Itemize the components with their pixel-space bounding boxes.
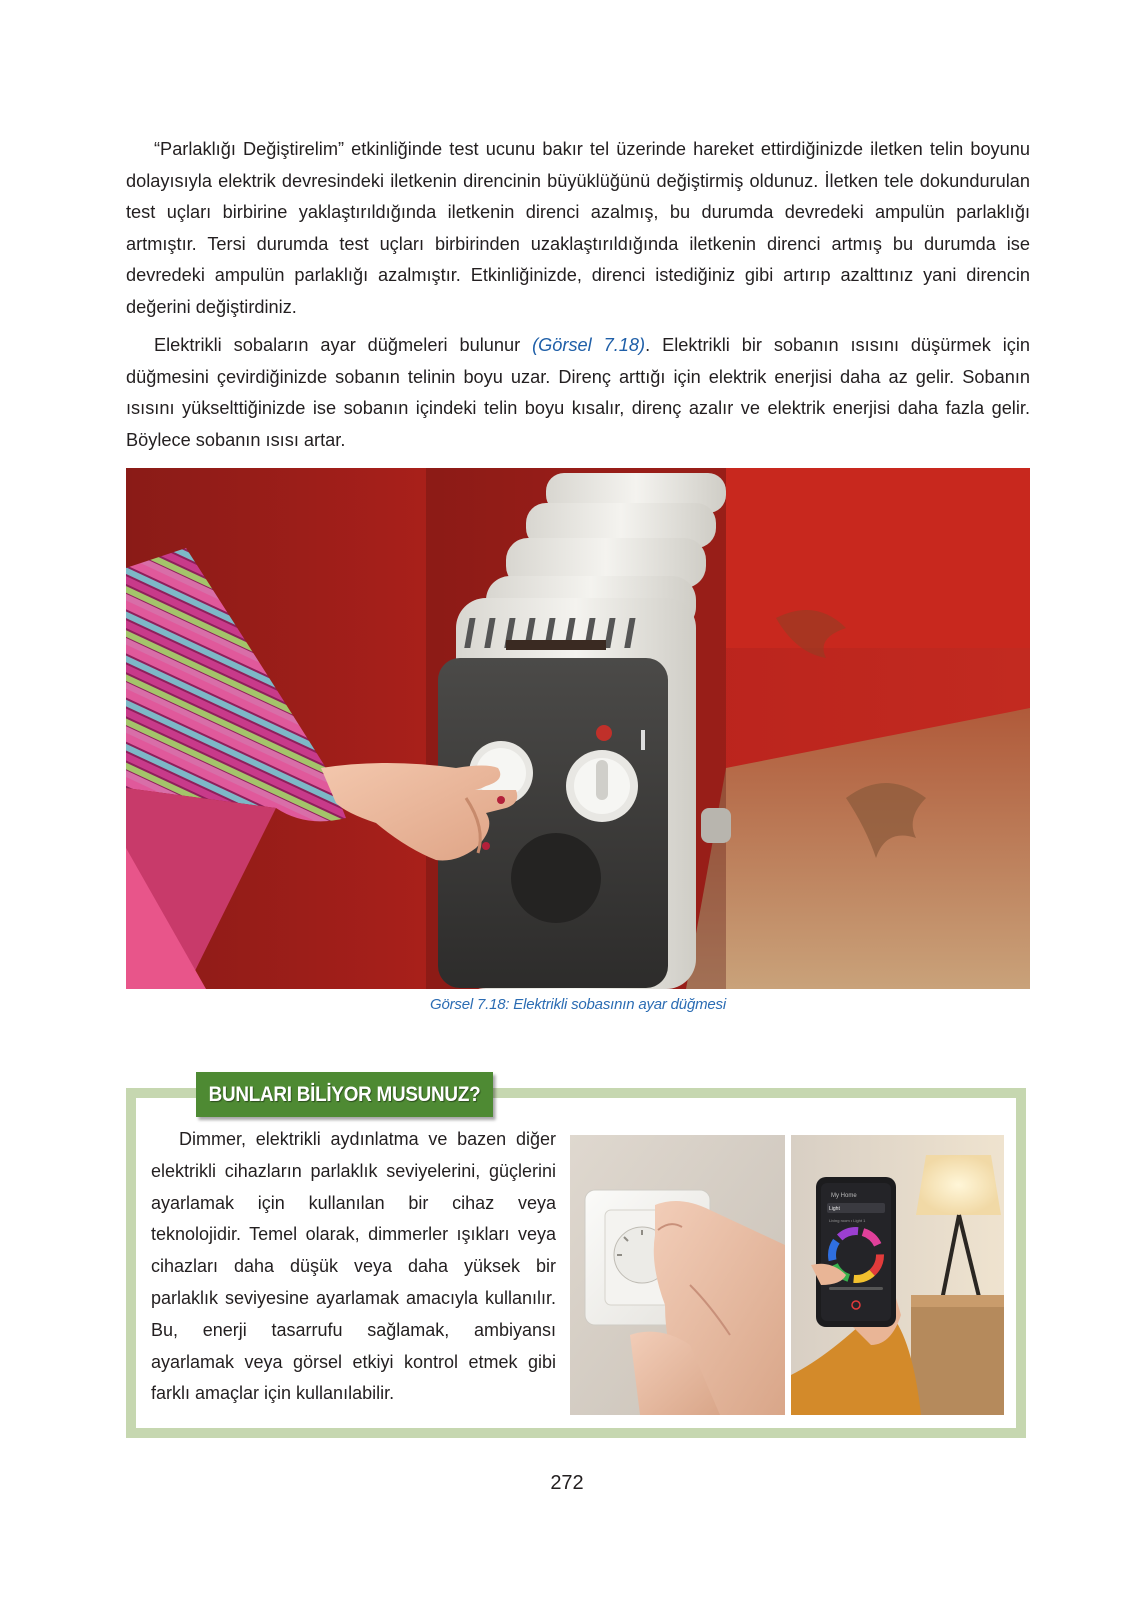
dimmer-switch-photo [570,1135,785,1415]
info-box-text: Dimmer, elektrikli aydınlatma ve bazen diğer elektrikli cihazların parlaklık seviyelerini, güçlerini ayarlamak için kullanılan bir cihaz veya teknolojidir. Temel olarak, dimmerler ışıkları veya cihazları daha düşük veya daha yüksek bir parlaklık seviyesine ayarlamak amacıyla kullanılır. Bu, enerji tasarrufu sağlamak, ambiyansı ayarlamak veya görsel etkiyi kontrol etmek gibi farklı amaçlar için kullanılabilir. [151,1129,556,1404]
phone-light-sub: Living room • Light 1 [829,1218,866,1223]
paragraph-2-text-start: Elektrikli sobaların ayar düğmeleri bulunur [154,335,533,355]
info-box-title: BUNLARI BİLİYOR MUSUNUZ? [196,1072,493,1117]
phone-app-name: My Home [831,1193,857,1199]
smartphone-dimmer-photo [791,1135,1004,1415]
page-number: 272 [550,1472,584,1494]
body-paragraph-1: “Parlaklığı Değiştirelim” etkinliğinde test ucunu bakır tel üzerinde hareket ettirdiğinizde iletken telin boyunu dolayısıyla elektrik devresindeki iletkenin direncinin büyüklüğünü değiştirmiş oldunuz. İletken tele dokundurulan test uçları birbirine yaklaştırıldığında iletkenin direnci azalmış, bu durumda devredeki ampulün parlaklığı artmıştır. Tersi durumda test uçları birbirinden uzaklaştırıldığında iletkenin direnci artmış bu durumda ise devredeki ampulün parlaklığı azalmıştır. Etkinliğinizde, direnci istediğiniz gibi artırıp azalttınız yani direncin değerini değiştirdiniz. [126,139,1030,317]
figure-reference: (Görsel 7.18) [532,335,646,355]
heater-photo [126,468,1030,989]
figure-caption: Görsel 7.18: Elektrikli sobasının ayar düğmesi [430,996,726,1013]
phone-light-label: Light [829,1206,840,1212]
paragraph-2-text-end: . Elektrikli bir sobanın ısısını düşürmek için düğmesini çevirdiğinizde sobanın telinin boyu uzar. Direnç arttığı için elektrik enerjisi daha az gelir. Sobanın ısısını yükselttiğinizde ise sobanın içindeki telin boyu kısalır, direnç azalır ve elektrik enerjisi daha fazla gelir. Böylece sobanın ısısı artar. [126,335,1030,450]
body-paragraph-2 [126,330,1030,456]
